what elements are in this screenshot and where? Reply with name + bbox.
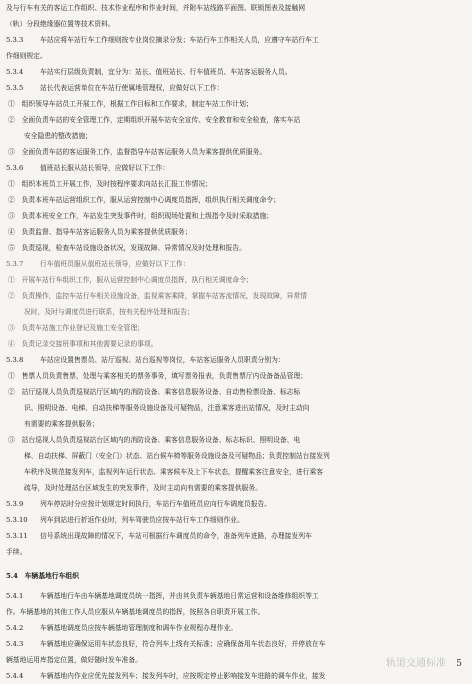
text-line: 作细则规定。	[6, 52, 47, 60]
clause-5-4-1: 5.4.1 车辆基地行车由车辆基地调度员统一指挥，并由其负责车辆基地日常运营和设备维修组织等工	[0, 588, 472, 604]
list-item: ③ 站台巡视人员负责巡视站台区域内的消防设备、乘客信息服务设备、标志标识、照明设备、电	[8, 436, 301, 444]
clause-number: 5.3.5	[6, 84, 24, 92]
clause-5-3-7: 5.3.7 行车值班员服从值班站长领导，应做好以下工作：	[0, 256, 472, 272]
list-item-continuation: 有需要的乘客提供服务；	[24, 420, 99, 428]
text-line: 手续。	[6, 548, 27, 556]
list-item-continuation: 车秩序及规范接发列车，监视列车运行状态、乘客候车及上下车状态，提醒乘客注意安全，进行乘客	[24, 468, 324, 476]
clause-5-3-10: 5.3.10 列车到站进行折返作业时，列车驾驶员应按车站行车工作细则作业。	[0, 512, 472, 528]
clause-5-4-3: 5.4.3 车辆基地应确保运用车状态良好，符合列车上线有关标准；应确保备用车状态良好，并停放在车	[0, 636, 472, 652]
section-heading: 5.4 车辆基地行车组织	[6, 572, 79, 580]
list-item: ① 组织本班员工开展工作，及时按程序要求向站长汇报工作情况；	[8, 180, 212, 188]
clause-number: 5.3.7	[6, 260, 24, 268]
text-line: （轨）分段绝缘器位置等技术资料。	[6, 20, 115, 28]
clause-5-3-11: 5.3.11 信号系统出现故障的情况下，车站可根据行车调度员的命令，准备列车进路，办理接发列车	[0, 528, 472, 544]
clause-5-3-6: 5.3.6 值班站长服从站长领导，应做好以下工作：	[0, 160, 472, 176]
clause-5-3-4: 5.3.4 车站实行层级负责制，宜分为：站长、值班站长、行车值班员、车站客运服务人员。	[0, 64, 472, 80]
clause-5-3-8: 5.3.8 车站应设置售票员、站厅巡视、站台巡视等岗位，车站客运服务人员职责分别为：	[0, 352, 472, 368]
clause-number: 5.3.9	[6, 500, 24, 508]
watermark: 轨道交通标准	[386, 658, 446, 669]
list-item: ② 站厅巡视人员负责巡视站厅区域内的消防设备、乘客信息服务设备、自动售检票设备、标志标	[8, 388, 301, 396]
list-item-continuation: 识、照明设备、电梯、自动扶梯等服务设施设备及可疑物品，注意乘客进出站情况，及时主动向	[24, 404, 310, 412]
clause-number: 5.3.6	[6, 164, 24, 172]
list-item: ③ 全面负责车站的客运服务工作，监督指导车站客运服务人员为乘客提供优质服务。	[8, 148, 267, 156]
list-item: ① 开展车站行车组织工作，服从运营控制中心调度员指挥，执行相关调度命令；	[8, 276, 253, 284]
list-item-continuation: 梯、自动扶梯、屏蔽门（安全门）状态、站台候车椅等服务设施设备及可疑物品；负责控制站台接发列	[24, 452, 330, 460]
text-line: 作。车辆基地的其他工作人员应服从车辆基地调度员的指挥，按照各自职责开展工作。	[6, 608, 265, 616]
clause-number: 5.4.1	[6, 592, 24, 600]
list-item: ④ 负责监督、指导车站客运服务人员为乘客提供优质服务；	[8, 228, 192, 236]
clause-5-4-2: 5.4.2 车辆基地调度员应按车辆基地管理制度和调车作业规程办理作业。	[0, 620, 472, 636]
clause-number: 5.4.3	[6, 640, 24, 648]
clause-5-3-3: 5.3.3 车站应将车站行车工作细则按专业岗位摘录分发；车站行车工作相关人员，应遵守车站行车工	[0, 32, 472, 48]
clause-number: 5.3.3	[6, 36, 24, 44]
clause-5-3-9: 5.3.9 列车停站时分应按计划规定时间执行，车站行车值班员应向行车调度员报告。	[0, 496, 472, 512]
clause-number: 5.3.11	[6, 532, 28, 540]
list-item: ③ 负责本班安全工作，车站发生突发事件时，组织现场处置和上级指令及时采取措施；	[8, 212, 274, 220]
clause-number: 5.3.4	[6, 68, 24, 76]
list-item: ② 负责本班车站运营组织工作，服从运营控制中心调度员指挥，组织执行相关调度命令；	[8, 196, 280, 204]
clause-number: 5.3.10	[6, 516, 28, 524]
list-item-continuation: 况时，及时与调度员进行联系，按有关程序处理和报告；	[24, 308, 194, 316]
list-item-continuation: 疏导，及时处理站台区域发生的突发事件，及时主动向有需要的乘客提供服务。	[24, 484, 262, 492]
clause-number: 5.3.8	[6, 356, 24, 364]
page-number: 5	[456, 659, 462, 669]
list-item: ② 负责操作，监控车站行车相关设施设备，监视乘客乘降，掌握车站客流情况，发现故障，异常情	[8, 292, 308, 300]
list-item: ② 全面负责车站的安全管理工作，定期组织开展车站安全宣传、安全教育和安全检查，落实车站	[8, 116, 301, 124]
clause-5-3-5: 5.3.5 站长代表运营单位在车站行使属地管理权，应做好以下工作：	[0, 80, 472, 96]
list-item: ③ 负责车站施工作业登记及施工安全管理；	[8, 324, 144, 332]
clause-5-4-4: 5.4.4 车辆基地内作业应优先接发列车；接发列车时，应按规定停止影响接发车进路的调车作业，接发	[0, 668, 472, 684]
list-item: ⑤ 负责巡视，检查车站设施设备状况，发现故障、异常情况及时处理和报告。	[8, 244, 246, 252]
list-item-continuation: 安全隐患的整改措施；	[24, 132, 92, 140]
list-item: ① 组织领导车站员工开展工作，根据工作目标和工作要求，制定车站工作计划；	[8, 100, 253, 108]
text-line: 及与行车有关的客运工作组织、技术作业程序和作业时间，并附车站线路平面图、联锁图表及接触网	[6, 4, 306, 12]
clause-number: 5.4.4	[6, 672, 24, 680]
text-line: 辆基地运用库指定位置，做好随时发车准备。	[6, 656, 142, 664]
list-item: ① 售票人员负责售票，处理与乘客相关的票务事务，填写票务报表，负责售票厅内设备备品管理；	[8, 372, 308, 380]
clause-number: 5.4.2	[6, 624, 24, 632]
list-item: ④ 负责记录交接班事项和其他需要记录的事项。	[8, 340, 158, 348]
